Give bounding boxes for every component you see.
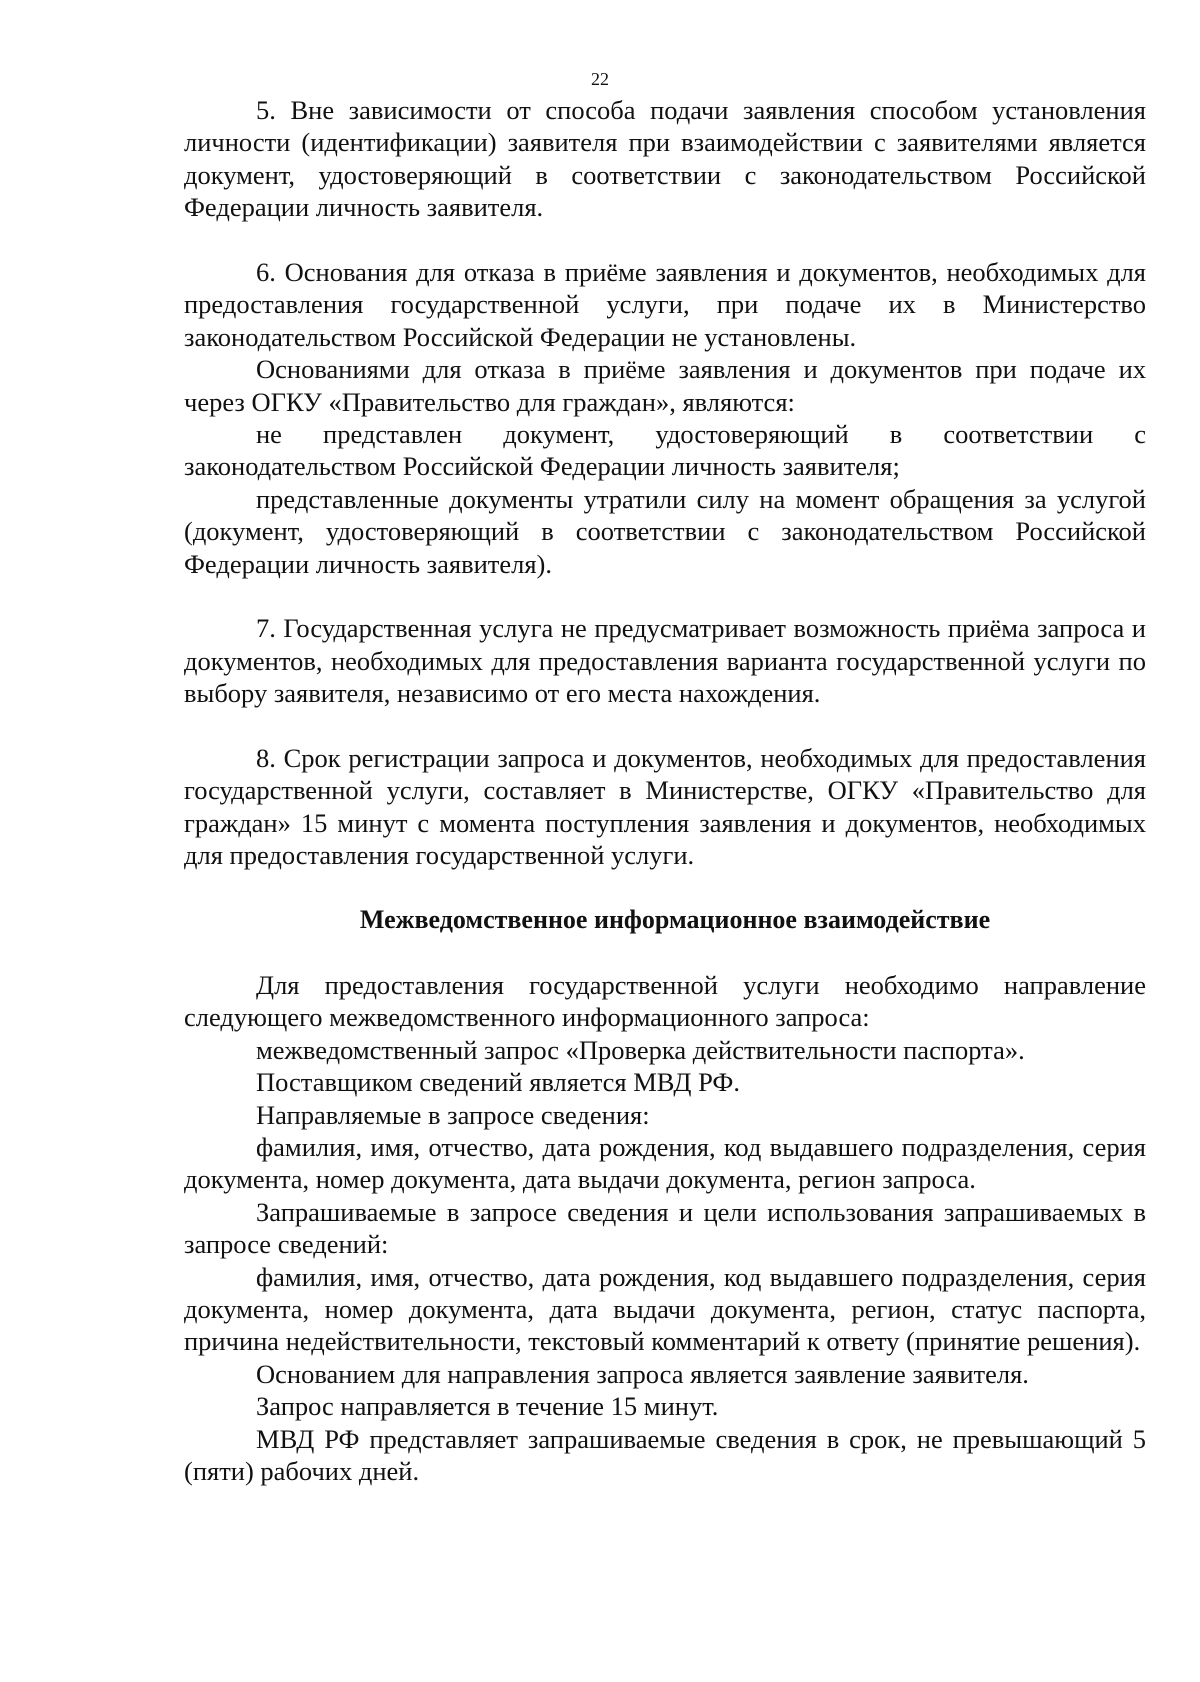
interagency-paragraph-9: Запрос направляется в течение 15 минут.: [256, 1391, 719, 1422]
interagency-paragraph-1: Для предоставления государственной услуги необходимо направление следующего межведомственного информационного запроса:: [184, 969, 1146, 1033]
interagency-paragraph-8: Основанием для направления запроса является заявление заявителя.: [256, 1358, 1029, 1389]
interagency-paragraph-10: МВД РФ представляет запрашиваемые сведения в срок, не превышающий 5 (пяти) рабочих дней.: [184, 1423, 1146, 1486]
document-body: [184, 94, 1146, 1487]
interagency-paragraph-4: Направляемые в запросе сведения:: [256, 1099, 650, 1130]
page-number: 22: [591, 69, 609, 89]
interagency-paragraph-5: фамилия, имя, отчество, дата рождения, код выдавшего подразделения, серия документа, номер документа, дата выдачи документа, регион запроса.: [184, 1131, 1146, 1195]
paragraph-5: 5. Вне зависимости от способа подачи заявления способом установления личности (идентификации) заявителя при взаимодействии с заявителями является документ, удостоверяющий в соответствии с законодательством Российской Федерации личность заявителя.: [184, 95, 1146, 223]
interagency-paragraph-2: межведомственный запрос «Проверка действительности паспорта».: [256, 1034, 1025, 1065]
paragraph-8: 8. Срок регистрации запроса и документов, необходимых для предоставления государственной услуги, составляет в Министерстве, ОГКУ «Правительство для граждан» 15 минут с момента поступления заявления и документов, необходимых для предоставления государственной услуги.: [184, 743, 1146, 871]
paragraph-6-ground-1: не представлен документ, удостоверяющий в соответствии с законодательством Российской Федерации личность заявителя;: [184, 419, 1146, 482]
paragraph-7: 7. Государственная услуга не предусматривает возможность приёма запроса и документов, необходимых для предоставления варианта государственной услуги по выбору заявителя, независимо от его места нахождения.: [184, 613, 1146, 709]
paragraph-6-ground-2: представленные документы утратили силу на момент обращения за услугой (документ, удостоверяющий в соответствии с законодательством Российской Федерации личность заявителя).: [184, 483, 1146, 579]
paragraph-6: 6. Основания для отказа в приёме заявления и документов, необходимых для предоставления государственной услуги, при подаче их в Министерство законодательством Российской Федерации не установлены.: [184, 257, 1146, 352]
paragraph-6-refusal-grounds: Основаниями для отказа в приёме заявления и документов при подаче их через ОГКУ «Правительство для граждан», являются:: [184, 354, 1146, 417]
section-heading: Межведомственное информационное взаимодействие: [359, 905, 991, 935]
interagency-paragraph-3: Поставщиком сведений является МВД РФ.: [256, 1067, 740, 1098]
interagency-paragraph-6: Запрашиваемые в запросе сведения и цели использования запрашиваемых в запросе сведений:: [184, 1196, 1146, 1260]
interagency-paragraph-7: фамилия, имя, отчество, дата рождения, код выдавшего подразделения, серия документа, номер документа, дата выдачи документа, регион, статус паспорта, причина недействительности, текстовый комментарий к ответу (принятие решения).: [184, 1261, 1146, 1357]
